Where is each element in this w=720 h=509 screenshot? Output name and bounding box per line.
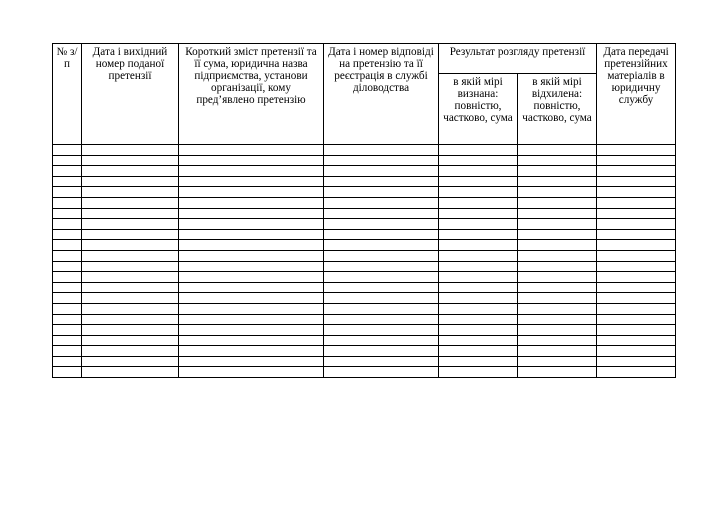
table-row — [53, 346, 676, 357]
table-cell — [82, 335, 179, 346]
table-cell — [53, 346, 82, 357]
header-number: № з/п — [53, 44, 82, 145]
table-row — [53, 335, 676, 346]
table-cell — [82, 187, 179, 198]
table-cell — [518, 240, 597, 251]
table-cell — [597, 229, 676, 240]
table-cell — [324, 229, 439, 240]
table-cell — [53, 197, 82, 208]
table-row — [53, 356, 676, 367]
table-cell — [82, 229, 179, 240]
table-cell — [597, 197, 676, 208]
table-row — [53, 261, 676, 272]
table-cell — [82, 250, 179, 261]
table-cell — [179, 155, 324, 166]
table-cell — [324, 187, 439, 198]
table-cell — [439, 272, 518, 283]
header-summary: Короткий зміст претензії та її сума, юридична назва підприємства, установи організації, кому пред’явлено претензію — [179, 44, 324, 145]
header-date-outgoing: Дата і вихідний номер поданої претензії — [82, 44, 179, 145]
table-cell — [324, 240, 439, 251]
table-cell — [439, 240, 518, 251]
table-row — [53, 293, 676, 304]
table-cell — [597, 303, 676, 314]
table-cell — [439, 176, 518, 187]
table-cell — [53, 219, 82, 230]
table-cell — [53, 272, 82, 283]
table-cell — [82, 325, 179, 336]
table-cell — [597, 282, 676, 293]
header-result-recognized: в якій мірі визнана: повністю, частково, сума — [439, 74, 518, 145]
table-cell — [324, 272, 439, 283]
table-cell — [439, 155, 518, 166]
table-cell — [53, 229, 82, 240]
table-cell — [82, 293, 179, 304]
table-cell — [597, 155, 676, 166]
table-cell — [82, 208, 179, 219]
table-cell — [439, 293, 518, 304]
table-cell — [518, 314, 597, 325]
table-body — [53, 145, 676, 378]
table-cell — [53, 293, 82, 304]
table-cell — [179, 325, 324, 336]
table-cell — [179, 356, 324, 367]
table-row — [53, 155, 676, 166]
table-cell — [518, 155, 597, 166]
table-cell — [82, 272, 179, 283]
table-cell — [179, 303, 324, 314]
table-cell — [179, 282, 324, 293]
table-cell — [597, 261, 676, 272]
table-cell — [439, 145, 518, 156]
table-cell — [518, 367, 597, 378]
table-cell — [324, 314, 439, 325]
table-cell — [179, 250, 324, 261]
table-cell — [179, 208, 324, 219]
table-cell — [439, 367, 518, 378]
table-cell — [597, 293, 676, 304]
table-cell — [53, 208, 82, 219]
table-cell — [597, 208, 676, 219]
table-cell — [82, 166, 179, 177]
header-result: Результат розгляду претензії — [439, 44, 597, 74]
table-cell — [324, 356, 439, 367]
table-cell — [439, 166, 518, 177]
table-cell — [53, 303, 82, 314]
table-cell — [179, 367, 324, 378]
table-cell — [53, 261, 82, 272]
table-cell — [518, 356, 597, 367]
table-cell — [518, 176, 597, 187]
table-cell — [324, 261, 439, 272]
table-cell — [53, 145, 82, 156]
table-cell — [597, 176, 676, 187]
table-cell — [597, 219, 676, 230]
table-cell — [82, 145, 179, 156]
table-cell — [518, 335, 597, 346]
table-cell — [53, 240, 82, 251]
header-reply: Дата і номер відповіді на претензію та її реєстрація в службі діловодства — [324, 44, 439, 145]
table-cell — [597, 356, 676, 367]
table-cell — [518, 197, 597, 208]
table-cell — [82, 176, 179, 187]
table-cell — [82, 367, 179, 378]
table-row — [53, 229, 676, 240]
table-row — [53, 250, 676, 261]
table-cell — [439, 261, 518, 272]
table-cell — [518, 250, 597, 261]
table-cell — [518, 187, 597, 198]
table-cell — [179, 176, 324, 187]
table-cell — [179, 187, 324, 198]
table-cell — [518, 145, 597, 156]
table-cell — [53, 282, 82, 293]
table-cell — [179, 197, 324, 208]
table-cell — [597, 335, 676, 346]
table-cell — [179, 346, 324, 357]
table-cell — [324, 155, 439, 166]
table-cell — [439, 219, 518, 230]
table-cell — [82, 219, 179, 230]
table-cell — [597, 187, 676, 198]
table-cell — [324, 335, 439, 346]
header-result-rejected: в якій мірі відхилена: повністю, частково, сума — [518, 74, 597, 145]
table-cell — [518, 325, 597, 336]
table-cell — [179, 145, 324, 156]
table-cell — [324, 346, 439, 357]
table-row — [53, 145, 676, 156]
table-cell — [597, 367, 676, 378]
table-row — [53, 208, 676, 219]
table-cell — [53, 155, 82, 166]
table-cell — [324, 250, 439, 261]
table-cell — [518, 219, 597, 230]
table-cell — [179, 261, 324, 272]
table-row — [53, 197, 676, 208]
table-cell — [53, 325, 82, 336]
table-row — [53, 272, 676, 283]
table-cell — [439, 197, 518, 208]
table-cell — [53, 250, 82, 261]
table-row — [53, 282, 676, 293]
table-cell — [179, 219, 324, 230]
table-cell — [82, 356, 179, 367]
table-cell — [324, 176, 439, 187]
table-cell — [82, 303, 179, 314]
table-cell — [518, 166, 597, 177]
table-cell — [518, 261, 597, 272]
table-cell — [179, 293, 324, 304]
table-cell — [179, 272, 324, 283]
table-cell — [82, 282, 179, 293]
table-cell — [439, 208, 518, 219]
table-cell — [53, 187, 82, 198]
table-row — [53, 187, 676, 198]
table-cell — [324, 145, 439, 156]
table-cell — [324, 293, 439, 304]
table-cell — [82, 261, 179, 272]
table-cell — [439, 303, 518, 314]
table-cell — [82, 314, 179, 325]
table-cell — [518, 293, 597, 304]
table-cell — [324, 282, 439, 293]
table-cell — [82, 197, 179, 208]
table-cell — [324, 197, 439, 208]
table-cell — [518, 272, 597, 283]
table-cell — [439, 346, 518, 357]
table-cell — [439, 335, 518, 346]
table-cell — [53, 314, 82, 325]
table-cell — [439, 356, 518, 367]
table-cell — [324, 208, 439, 219]
table-cell — [53, 166, 82, 177]
table-cell — [518, 229, 597, 240]
table-cell — [439, 250, 518, 261]
table-cell — [82, 155, 179, 166]
table-cell — [82, 240, 179, 251]
table-cell — [439, 325, 518, 336]
table-cell — [597, 314, 676, 325]
table-cell — [518, 282, 597, 293]
table-cell — [324, 325, 439, 336]
claims-register-table — [52, 43, 676, 378]
table-cell — [179, 229, 324, 240]
table-cell — [518, 346, 597, 357]
table-cell — [518, 303, 597, 314]
table-cell — [179, 166, 324, 177]
table-cell — [53, 335, 82, 346]
table-cell — [179, 335, 324, 346]
table-row — [53, 166, 676, 177]
table-cell — [597, 145, 676, 156]
table-cell — [439, 229, 518, 240]
table-cell — [597, 325, 676, 336]
table-cell — [439, 282, 518, 293]
table-cell — [597, 346, 676, 357]
table-cell — [53, 176, 82, 187]
table-cell — [82, 346, 179, 357]
table-cell — [53, 367, 82, 378]
table-cell — [597, 166, 676, 177]
table-cell — [439, 314, 518, 325]
table-row — [53, 219, 676, 230]
table-row — [53, 325, 676, 336]
table-cell — [439, 187, 518, 198]
table-row — [53, 314, 676, 325]
table-row — [53, 240, 676, 251]
table-cell — [597, 240, 676, 251]
table-cell — [597, 250, 676, 261]
table-cell — [179, 240, 324, 251]
table-cell — [53, 356, 82, 367]
table-cell — [179, 314, 324, 325]
table-cell — [324, 367, 439, 378]
header-transfer-date: Дата передачі претензійних матеріалів в юридичну службу — [597, 44, 676, 145]
table-cell — [324, 303, 439, 314]
table-cell — [324, 166, 439, 177]
table-cell — [597, 272, 676, 283]
table-row — [53, 367, 676, 378]
table-row — [53, 303, 676, 314]
table-cell — [518, 208, 597, 219]
table-cell — [324, 219, 439, 230]
table-row — [53, 176, 676, 187]
